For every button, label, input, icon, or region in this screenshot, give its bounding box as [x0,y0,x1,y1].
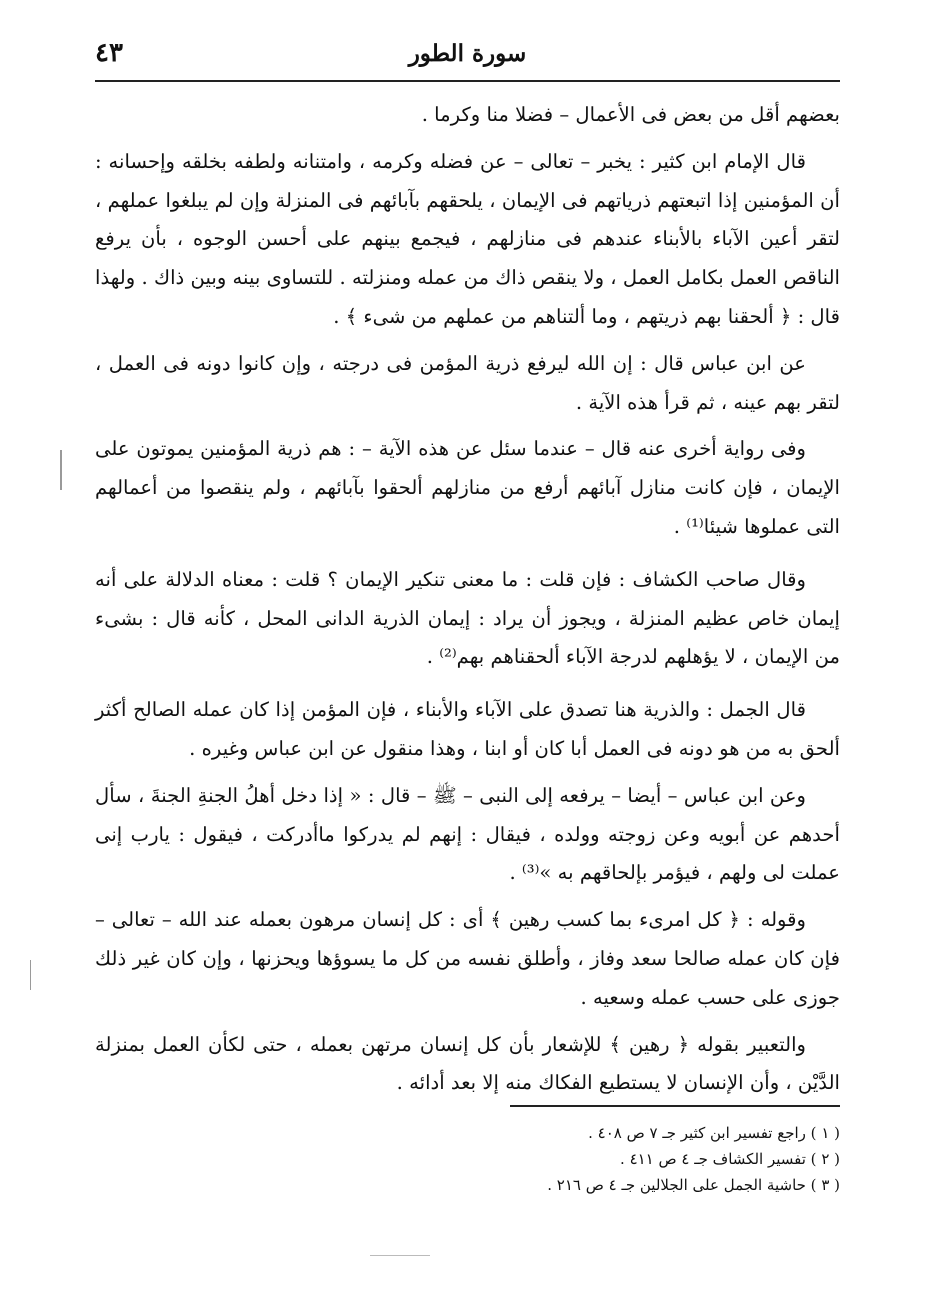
paragraph: وقال صاحب الكشاف : فإن قلت : ما معنى تنكير الإيمان ؟ قلت : معناه الدلالة على أنه إيمان خاص عظيم المنزلة ، ويجوز أن يراد : إيمان الذرية الدانى المحل ، كأنه قال : بشىء من الإيمان ، لا يؤهلهم لدرجة الآباء ألحقناهم بهم⁽²⁾ . [95,567,840,669]
page-number: ٤٣ [95,38,123,68]
main-text [95,96,840,1111]
footnote: ( ٢ ) تفسير الكشاف جـ ٤ ص ٤١١ . [620,1150,840,1168]
footnotes [400,1120,840,1198]
scan-margin-mark [60,450,62,490]
footnote-divider [510,1105,840,1107]
footnote: ( ١ ) راجع تفسير ابن كثير جـ ٧ ص ٤٠٨ . [588,1124,840,1142]
footnote: ( ٣ ) حاشية الجمل على الجلالين جـ ٤ ص ٢١٦ . [547,1176,840,1194]
scan-artifact [370,1255,430,1256]
paragraph: وعن ابن عباس – أيضا – يرفعه إلى النبى – ﷺ – قال : « إذا دخل أهلُ الجنةِ الجنةَ ، سأل أحدهم عن أبويه وعن زوجته وولده ، فيقال : إنهم لم يدركوا ماأدركت ، فيقول : يارب إنى عملت لى ولهم ، فيؤمر بإلحاقهم به »⁽³⁾ . [95,783,840,885]
paragraph: والتعبير بقوله ﴿ رهين ﴾ للإشعار بأن كل إنسان مرتهن بعمله ، حتى لكأن العمل بمنزلة الدَّيْن ، وأن الإنسان لا يستطيع الفكاك منه إلا بعد أدائه . [95,1032,840,1095]
paragraph: وفى رواية أخرى عنه قال – عندما سئل عن هذه الآية – : هم ذرية المؤمنين يموتون على الإيمان ، فإن كانت منازل آبائهم أرفع من منازلهم ألحقوا بآبائهم ، ولم ينقصوا من أعمالهم التى عملوها شيئا⁽¹⁾ . [95,437,840,538]
paragraph: قال الإمام ابن كثير : يخبر – تعالى – عن فضله وكرمه ، وامتنانه ولطفه بخلقه وإحسانه : أن المؤمنين إذا اتبعتهم ذرياتهم فى الإيمان ، يلحقهم بآبائهم فى المنزلة وإن لم يبلغوا عملهم ، لتقر أعين الآباء بالأبناء عندهم فى منازلهم ، فيجمع بينهم على أحسن الوجوه ، بأن يرفع الناقص العمل بكامل العمل ، ولا ينقص ذاك من عمله ومنزلته . للتساوى بينه وبين ذاك . ولهذا قال : ﴿ ألحقنا بهم ذريتهم ، وما ألتناهم من عملهم من شىء ﴾ . [95,149,840,328]
paragraph: بعضهم أقل من بعض فى الأعمال – فضلا منا وكرما . [421,103,840,126]
paragraph: عن ابن عباس قال : إن الله ليرفع ذرية المؤمن فى درجته ، وإن كانوا دونه فى العمل ، لتقر بهم عينه ، ثم قرأ هذه الآية . [95,351,840,414]
surah-title: سورة الطور [408,40,527,67]
paragraph: قال الجمل : والذرية هنا تصدق على الآباء والأبناء ، فإن المؤمن إذا كان عمله الصالح أكثر ألحق به من هو دونه فى العمل أبا كان أو ابنا ، وهذا منقول عن ابن عباس وغيره . [95,698,840,760]
paragraph: وقوله : ﴿ كل امرىء بما كسب رهين ﴾ أى : كل إنسان مرهون بعمله عند الله – تعالى – فإن كان عمله صالحا سعد وفاز ، وأطلق نفسه من كل ما يسوؤها ويحزنها ، وإن كان غير ذلك جوزى على حسب عمله وسعيه . [95,908,840,1009]
scan-margin-mark [30,960,31,990]
page-header [95,30,840,82]
